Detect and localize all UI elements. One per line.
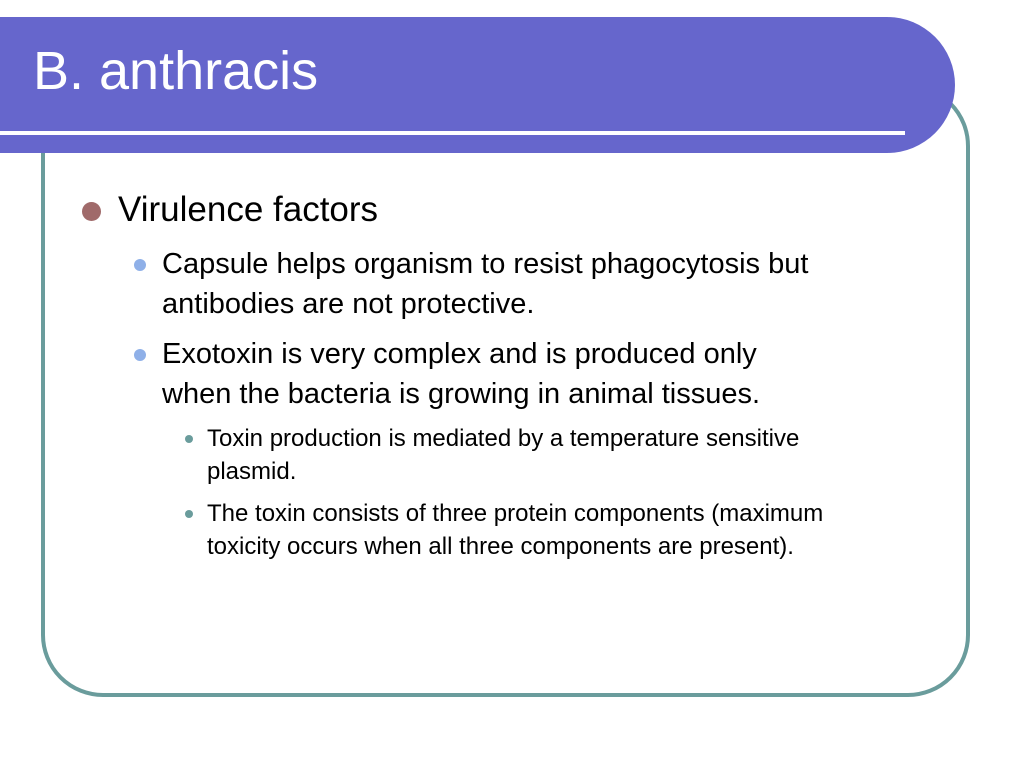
bullet-exotoxin: [162, 334, 760, 414]
bullet-virulence-factors: [118, 190, 378, 230]
bullet-text-line: The toxin consists of three protein components (maximum: [207, 500, 824, 527]
bullet-text-line: antibodies are not protective.: [162, 288, 535, 320]
bullet-text-line: plasmid.: [207, 458, 297, 485]
bullet-dot-icon: [134, 349, 146, 361]
slide-title: B. anthracis: [33, 41, 319, 101]
bullet-text-line: Exotoxin is very complex and is produced only: [162, 338, 757, 370]
bullet-dot-icon: [185, 435, 193, 443]
bullet-dot-icon: [185, 510, 193, 518]
bullet-text-line: Toxin production is mediated by a temperature sensitive: [207, 425, 800, 452]
title-underline: [0, 131, 905, 135]
bullet-dot-icon: [82, 202, 101, 221]
bullet-dot-icon: [134, 259, 146, 271]
bullet-text-line: when the bacteria is growing in animal tissues.: [162, 378, 761, 410]
bullet-text: Virulence factors: [118, 190, 379, 229]
bullet-text-line: Capsule helps organism to resist phagocytosis but: [162, 248, 809, 280]
bullet-toxin-components: [207, 497, 823, 563]
bullet-toxin-production: [207, 422, 799, 488]
bullet-capsule: [162, 244, 808, 324]
bullet-text-line: toxicity occurs when all three components are present).: [207, 533, 794, 560]
